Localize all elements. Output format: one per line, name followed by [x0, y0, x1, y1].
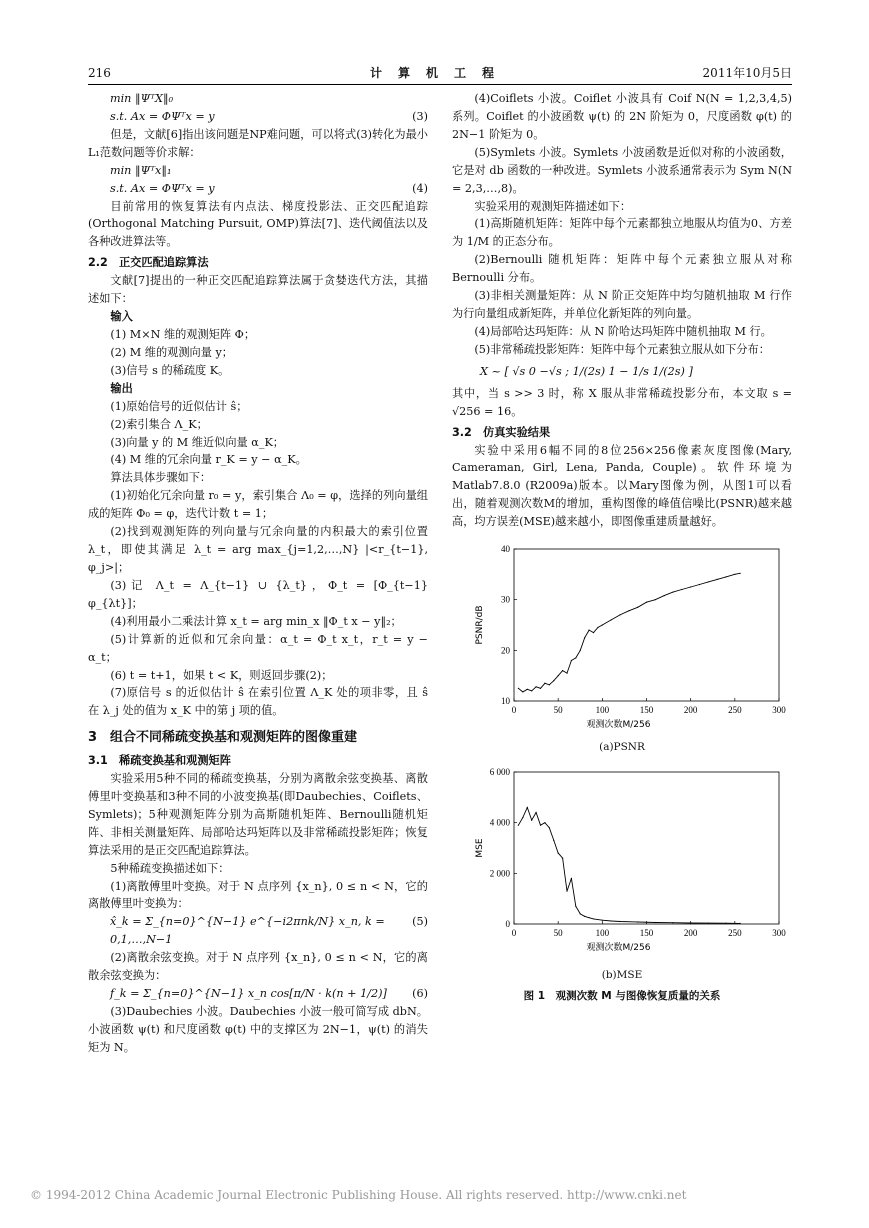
data-point — [562, 857, 563, 858]
data-point — [655, 922, 656, 923]
list-item: (4)利用最小二乘法计算 x_t = arg min_x ‖Φ_t x − y‖₂； — [110, 614, 402, 628]
x-tick-label: 200 — [683, 705, 698, 716]
subheading: 输出 — [110, 381, 133, 395]
paragraph: 实验中采用6幅不同的8位256×256像素灰度图像(Mary, Cameraman, Girl, Lena, Panda, Couple)。软件环境为Matlab7.8.0 (R2009a)版本。以Mary图像为例，从图1可以看出，随着观测次数M的增加，重构图像的峰值信噪比(PSNR)越来越高，均方误差(MSE)越来越小，即图像重建质量越好。 — [452, 443, 792, 529]
equation-body: min ‖Ψᵀx‖₁ — [110, 163, 172, 177]
data-point — [540, 825, 541, 826]
equation — [88, 108, 428, 126]
chapter-heading: 3 组合不同稀疏变换基和观测矩阵的图像重建 — [88, 730, 358, 746]
list-item: (6) t = t+1，如果 t < K，则返回步骤(2)； — [110, 668, 333, 682]
plot-frame — [514, 772, 779, 924]
data-point — [602, 625, 603, 626]
paragraph: (5)非常稀疏投影矩阵：矩阵中每个元素独立服从如下分布： — [474, 342, 770, 356]
x-tick-label: 0 — [511, 705, 517, 716]
paragraph: 5种稀疏变换描述如下： — [110, 861, 230, 875]
data-point — [531, 690, 532, 691]
data-point — [619, 614, 620, 615]
data-point — [740, 573, 741, 574]
data-point — [562, 670, 563, 671]
equation-body: x̂_k = Σ_{n=0}^{N−1} e^{−i2πnk/N} x_n, k = 0,1,…,N−1 — [110, 915, 385, 947]
copyright-footer: © 1994-2012 China Academic Journal Electronic Publishing House. All rights reserved. http://www.cnki.net — [30, 1188, 687, 1202]
x-tick-label: 50 — [553, 705, 563, 716]
data-point — [725, 923, 726, 924]
x-tick-label: 100 — [595, 927, 610, 938]
list-item: (1)原始信号的近似估计 ŝ； — [110, 399, 248, 413]
section-heading: 3.2 仿真实验结果 — [452, 425, 551, 439]
x-axis-label: 观测次数M/256 — [586, 720, 651, 731]
data-point — [708, 581, 709, 582]
issue-date: 2011年10月5日 — [702, 66, 792, 80]
data-point — [549, 827, 550, 828]
paragraph: 实验采用5种不同的稀疏变换基，分别为离散余弦变换基、离散傅里叶变换基和3种不同的小波变换基(即Daubechies、Coiflets、Symlets)；5种观测矩阵分别为高斯随机矩阵、Bernoulli随机矩阵、非相关测量矩阵、局部哈达玛矩阵以及非常稀疏投影矩阵；恢复算法采用的是正交匹配追踪算法。 — [88, 771, 428, 857]
equation-number: (5) — [412, 915, 428, 929]
data-point — [734, 574, 735, 575]
data-point — [588, 917, 589, 918]
equation — [88, 90, 428, 108]
list-item: (3)信号 s 的稀疏度 K。 — [110, 363, 230, 377]
y-tick-label: 10 — [501, 696, 510, 707]
paragraph: (5)Symlets 小波。Symlets 小波函数是近似对称的小波函数，它是对 db 函数的一种改进。Symlets 小波系通常表示为 Sym N(N = 2,3,…,8)。 — [452, 145, 792, 195]
data-point — [593, 632, 594, 633]
paragraph: (1)离散傅里叶变换。对于 N 点序列 {x_n}, 0 ≤ n < N，它的离散傅里叶变换为： — [88, 879, 428, 911]
paragraph: (3)Daubechies 小波。Daubechies 小波一般可简写成 dbN。小波函数 ψ(t) 和尺度函数 φ(t) 中的支撑区为 2N−1，ψ(t) 的消失矩为 N。 — [88, 1004, 428, 1054]
data-point — [535, 686, 536, 687]
data-point — [527, 689, 528, 690]
paragraph: (1)初始化冗余向量 r₀ = y，索引集合 Λ₀ = φ，选择的列向量组成的矩阵 Φ₀ = φ，迭代计数 t = 1； — [88, 489, 428, 521]
data-point — [566, 673, 567, 674]
equation — [88, 180, 428, 198]
caption-mse: (b)MSE — [601, 968, 643, 981]
data-point — [535, 812, 536, 813]
data-point — [611, 619, 612, 620]
data-point — [672, 922, 673, 923]
data-point — [575, 657, 576, 658]
data-point — [646, 602, 647, 603]
y-tick-label: 2 000 — [489, 868, 510, 879]
data-point — [558, 675, 559, 676]
equation-body: min ‖ΨᵀX‖₀ — [110, 92, 174, 105]
running-header — [88, 64, 792, 82]
section-heading: 3.1 稀疏变换基和观测矩阵 — [88, 754, 231, 768]
equation — [88, 913, 428, 949]
data-point — [690, 922, 691, 923]
data-point — [518, 825, 519, 826]
paragraph: 文献[7]提出的一种正交匹配追踪算法属于贪婪迭代方法，其描述如下： — [88, 274, 428, 306]
psnr-chart — [452, 539, 792, 739]
paragraph: (2)离散余弦变换。对于 N 点序列 {x_n}, 0 ≤ n < N，它的离散余弦变换为： — [88, 951, 428, 983]
data-point — [602, 920, 603, 921]
data-point — [540, 688, 541, 689]
data-point — [593, 918, 594, 919]
data-point — [575, 906, 576, 907]
paragraph: 实验采用的观测矩阵描述如下： — [474, 199, 632, 213]
left-column — [88, 90, 428, 1057]
list-item: (4) M 维的冗余向量 r_K = y − α_K。 — [110, 453, 307, 467]
x-tick-label: 100 — [595, 705, 610, 716]
list-item: (3)记 Λ_t = Λ_{t−1} ∪ {λ_t}，Φ_t = [Φ_{t−1} φ_{λt}]； — [88, 578, 428, 610]
data-point — [611, 920, 612, 921]
x-tick-label: 250 — [728, 705, 742, 716]
data-point — [522, 817, 523, 818]
y-tick-label: 0 — [505, 918, 510, 929]
list-item: (5)计算新的近似和冗余向量：α_t = Φ_t x_t，r_t = y − α_t； — [88, 632, 428, 664]
y-tick-label: 20 — [501, 645, 510, 656]
paragraph: 但是，文献[6]指出该问题是NP难问题，可以将式(3)转化为最小L₁范数问题等价求解： — [88, 127, 428, 159]
data-point — [549, 684, 550, 685]
data-point — [699, 584, 700, 585]
data-point — [664, 595, 665, 596]
equation-number: (3) — [412, 109, 428, 123]
data-point — [717, 579, 718, 580]
list-item: (1) M×N 维的观测矩阵 Φ； — [110, 327, 256, 341]
y-axis-label: MSE — [475, 838, 485, 858]
paragraph: (7)原信号 s 的近似估计 ŝ 在索引位置 Λ_K 处的项非零，且 ŝ 在 λ_j 处的值为 x_K 中的第 j 项的值。 — [88, 686, 428, 718]
data-point — [531, 819, 532, 820]
x-tick-label: 0 — [511, 927, 517, 938]
x-tick-label: 250 — [728, 927, 742, 938]
figure-1 — [452, 539, 792, 1004]
y-tick-label: 40 — [501, 544, 510, 555]
header-rule — [88, 84, 792, 85]
right-column — [452, 90, 792, 1005]
paragraph: (2)Bernoulli 随机矩阵：矩阵中每个元素独立服从对称 Bernoulli 分布。 — [452, 253, 792, 285]
y-tick-label: 4 000 — [489, 817, 510, 828]
y-tick-label: 30 — [501, 594, 510, 605]
list-item: (3)向量 y 的 M 维近似向量 α_K； — [110, 435, 284, 449]
list-item: (2)索引集合 Λ_K； — [110, 417, 208, 431]
data-point — [681, 589, 682, 590]
data-point — [584, 916, 585, 917]
paragraph: 其中，当 s >> 3 时，称 X 服从非常稀疏投影分布，本文取 s = √256 = 16。 — [452, 386, 792, 418]
caption-psnr: (a)PSNR — [599, 741, 645, 754]
equation-number: (6) — [412, 987, 428, 1001]
equation — [88, 162, 428, 180]
data-point — [584, 637, 585, 638]
equation — [88, 985, 428, 1003]
data-point — [708, 922, 709, 923]
x-tick-label: 300 — [772, 927, 786, 938]
data-point — [672, 592, 673, 593]
list-item: (2) M 维的观测向量 y； — [110, 345, 233, 359]
x-axis-label: 观测次数M/256 — [586, 942, 651, 953]
data-point — [740, 923, 741, 924]
data-point — [637, 607, 638, 608]
section-heading: 2.2 正交匹配追踪算法 — [88, 256, 209, 270]
data-point — [527, 807, 528, 808]
x-tick-label: 50 — [553, 927, 563, 938]
y-axis-label: PSNR/dB — [475, 605, 485, 645]
data-point — [522, 691, 523, 692]
data-point — [544, 683, 545, 684]
equation-number: (4) — [412, 181, 428, 195]
data-point — [655, 599, 656, 600]
mse-chart — [452, 762, 792, 967]
data-point — [588, 630, 589, 631]
equation-body: f_k = Σ_{n=0}^{N−1} x_n cos[π/N · k(n + 1/2)] — [110, 987, 387, 1001]
plot-frame — [514, 549, 779, 701]
data-point — [558, 852, 559, 853]
paragraph: 目前常用的恢复算法有内点法、梯度投影法、正交匹配追踪(Orthogonal Matching Pursuit, OMP)算法[7]、迭代阈值法以及各种改进算法等。 — [88, 199, 428, 249]
data-point — [619, 921, 620, 922]
series-line — [518, 807, 740, 923]
figure-title: 图 1 观测次数 M 与图像恢复质量的关系 — [523, 989, 721, 1002]
data-point — [518, 688, 519, 689]
data-point — [597, 627, 598, 628]
series-line — [518, 573, 740, 692]
data-point — [725, 576, 726, 577]
paragraph: (4)局部哈达玛矩阵：从 N 阶哈达玛矩阵中随机抽取 M 行。 — [474, 324, 772, 338]
list-item: 算法具体步骤如下： — [110, 471, 212, 485]
data-point — [553, 840, 554, 841]
data-point — [580, 650, 581, 651]
data-point — [637, 921, 638, 922]
paragraph: (3)非相关测量矩阵：从 N 阶正交矩阵中均匀随机抽取 M 行作为行向量组成新矩阵，并单位化新矩阵的列向量。 — [452, 289, 792, 321]
x-tick-label: 200 — [683, 927, 698, 938]
journal-title: 计算机工程 — [369, 66, 510, 80]
data-point — [571, 660, 572, 661]
y-tick-label: 6 000 — [489, 766, 510, 777]
equation-body: s.t. Ax = ΦΨᵀx = y — [110, 109, 215, 123]
x-tick-label: 150 — [639, 927, 654, 938]
subheading: 输入 — [110, 310, 133, 324]
data-point — [580, 913, 581, 914]
x-tick-label: 300 — [772, 705, 786, 716]
paragraph: (2)找到观测矩阵的列向量与冗余向量的内积最大的索引位置 λ_t，即使其满足 λ_t = arg max_{j=1,2,…,N} |<r_{t−1}, φ_j>|； — [88, 525, 428, 574]
data-point — [566, 890, 567, 891]
x-tick-label: 150 — [639, 705, 654, 716]
matrix-formula: X ~ [ √s 0 −√s ; 1/(2s) 1 − 1/s 1/(2s) ] — [480, 364, 693, 378]
data-point — [690, 587, 691, 588]
data-point — [553, 680, 554, 681]
data-point — [628, 610, 629, 611]
data-point — [544, 822, 545, 823]
page-number: 216 — [88, 66, 111, 80]
paragraph: (1)高斯随机矩阵：矩阵中每个元素都独立地服从均值为0、方差为 1/M 的正态分布。 — [452, 217, 792, 249]
paragraph: (4)Coiflets 小波。Coiflet 小波具有 Coif N(N = 1,2,3,4,5) 系列。Coiflet 的小波函数 ψ(t) 的 2N 阶矩为 0，尺度函数 φ(t) 的 2N−1 阶矩为 0。 — [452, 92, 792, 141]
data-point — [571, 878, 572, 879]
equation-body: s.t. Ax = ΦΨᵀx = y — [110, 181, 215, 195]
